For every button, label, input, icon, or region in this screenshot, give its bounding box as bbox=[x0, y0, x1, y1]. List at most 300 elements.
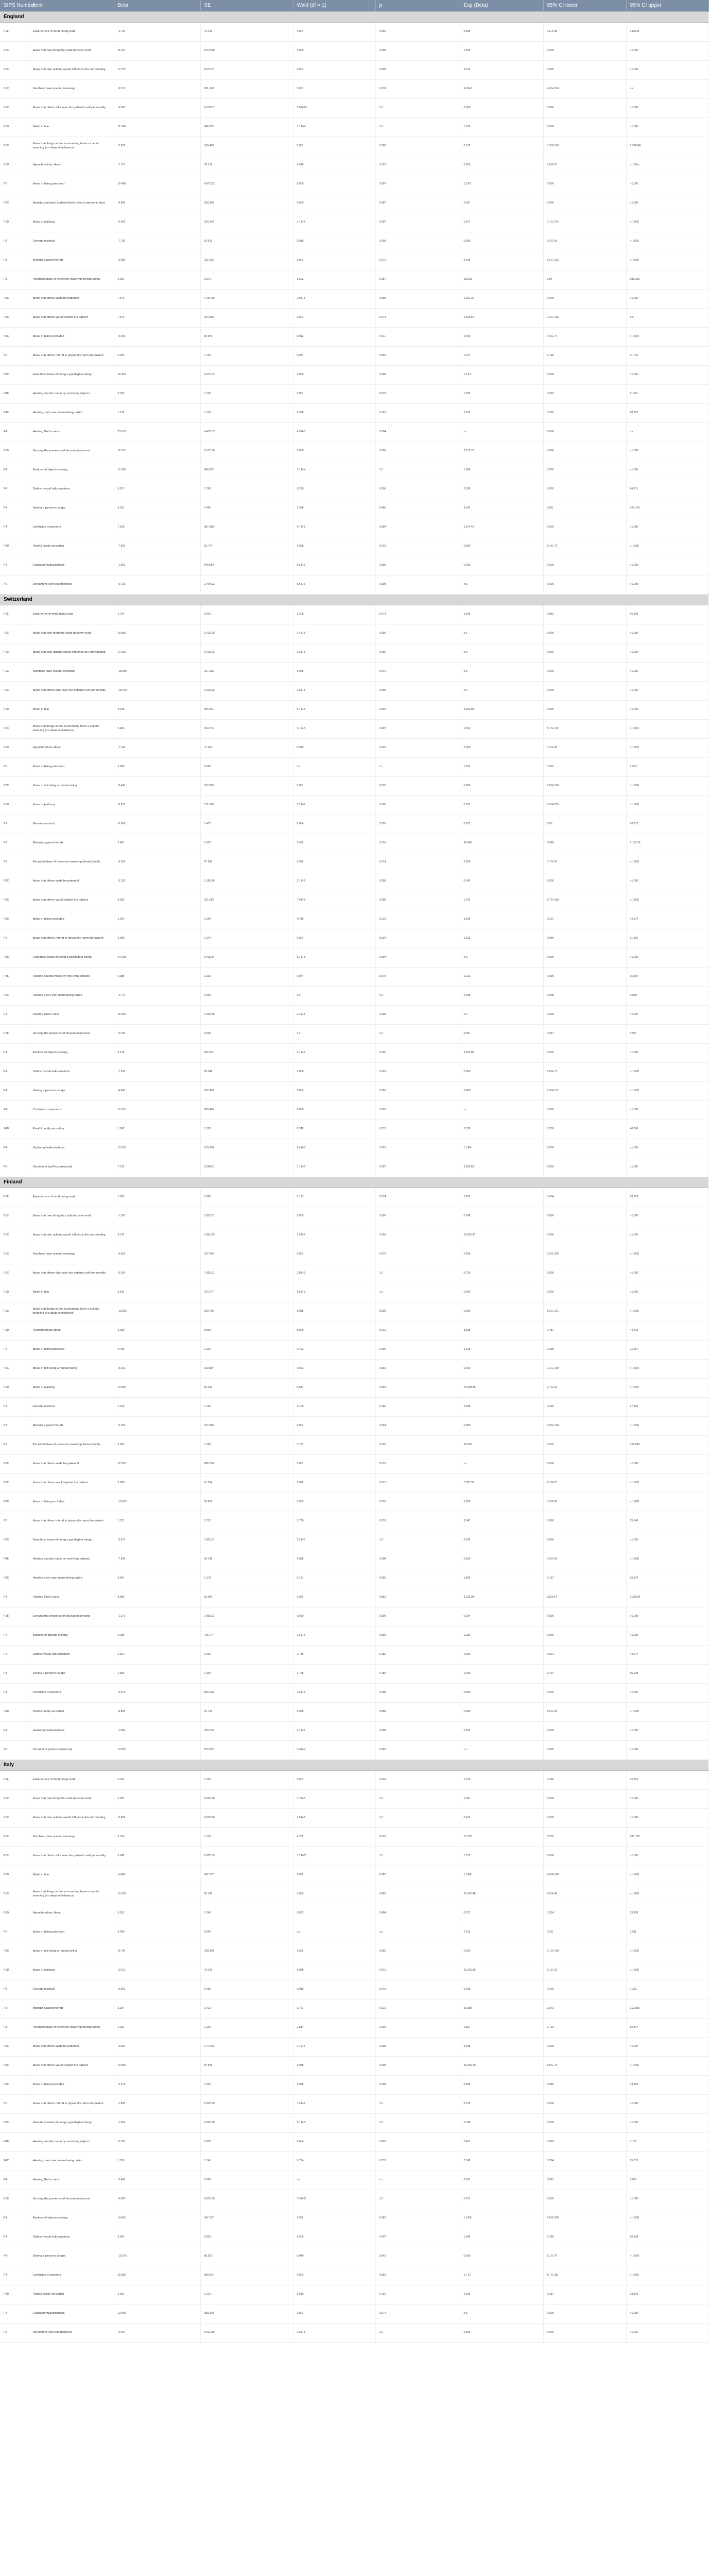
value-cell: 6.897 bbox=[460, 2018, 543, 2037]
value-cell: 6,922.50 bbox=[200, 1808, 293, 1827]
sips-number-cell: P2 bbox=[0, 1512, 29, 1531]
value-cell: 0.496 bbox=[375, 1340, 460, 1359]
value-cell: 6,922.50 bbox=[200, 1846, 293, 1866]
value-cell: -9.169 bbox=[114, 1416, 200, 1435]
table-row bbox=[0, 2132, 708, 2151]
value-cell: 0.093 bbox=[375, 2018, 460, 2037]
table-row bbox=[0, 738, 708, 757]
value-cell: 0.987 bbox=[375, 194, 460, 213]
value-cell: 42.159 bbox=[200, 1961, 293, 1980]
value-cell: 1.739 bbox=[293, 1645, 375, 1664]
value-cell: > 1.000 bbox=[626, 1062, 708, 1081]
sips-number-cell: P4C bbox=[0, 2151, 29, 2171]
table-row bbox=[0, 1683, 708, 1702]
value-cell: 2.754 bbox=[114, 1827, 200, 1846]
value-cell: 0.000 bbox=[543, 1626, 626, 1645]
sips-number-cell: P4B bbox=[0, 384, 29, 403]
value-cell: 0.155 bbox=[375, 1397, 460, 1416]
value-cell: 25.613 bbox=[626, 2151, 708, 2171]
value-cell: >1.000 bbox=[626, 1005, 708, 1024]
value-cell: 0.004 bbox=[293, 1081, 375, 1100]
item-cell: Hypochondriac ideas bbox=[29, 738, 114, 757]
value-cell: 0.000 bbox=[460, 1081, 543, 1100]
value-cell: 14.692 bbox=[626, 2075, 708, 2094]
value-cell: 2.099 bbox=[114, 1321, 200, 1340]
value-cell: 0.716 bbox=[460, 1264, 543, 1283]
value-cell: 157.366 bbox=[200, 1416, 293, 1435]
value-cell: 0.000 bbox=[460, 327, 543, 346]
column-header: SE bbox=[200, 0, 293, 11]
value-cell: 0.254 bbox=[460, 1607, 543, 1626]
sips-number-cell: P1C bbox=[0, 643, 29, 662]
value-cell: 4,972.22 bbox=[200, 175, 293, 194]
value-cell: 0.000 bbox=[543, 575, 626, 594]
value-cell: 0.193 bbox=[114, 1770, 200, 1789]
value-cell: 0.997 bbox=[375, 1158, 460, 1177]
sips-number-cell: P1E bbox=[0, 605, 29, 624]
value-cell: 5.2 E-7 bbox=[293, 795, 375, 815]
value-cell: 0.000 bbox=[460, 232, 543, 251]
value-cell: 0.073 bbox=[375, 605, 460, 624]
table-row bbox=[0, 1416, 708, 1435]
table-row bbox=[0, 41, 708, 60]
value-cell: 0.999 bbox=[375, 1626, 460, 1645]
table-row bbox=[0, 1961, 708, 1980]
value-cell: 5.6 E-6 bbox=[293, 556, 375, 575]
value-cell: 0.000 bbox=[543, 556, 626, 575]
sips-number-cell: P4 bbox=[0, 1721, 29, 1740]
value-cell: 0.863 bbox=[375, 1885, 460, 1904]
value-cell: 0.664 bbox=[114, 2228, 200, 2247]
sips-number-cell: P1D bbox=[0, 1904, 29, 1923]
value-cell: 8,573.49 bbox=[200, 41, 293, 60]
value-cell: n.c. bbox=[375, 986, 460, 1005]
value-cell: 0.000 bbox=[543, 442, 626, 461]
value-cell: 955.331 bbox=[200, 1043, 293, 1062]
value-cell: 0.974 bbox=[375, 2304, 460, 2323]
value-cell: 0.004 bbox=[293, 60, 375, 79]
item-cell: Hearing one's own name being called bbox=[29, 986, 114, 1005]
value-cell: 0.095 bbox=[543, 967, 626, 986]
value-cell: 0.903 bbox=[375, 2056, 460, 2075]
sips-number-cell: P3 bbox=[0, 1416, 29, 1435]
value-cell: 0.997 bbox=[375, 175, 460, 194]
value-cell: 0.967 bbox=[375, 2209, 460, 2228]
value-cell: 0.456 bbox=[543, 1770, 626, 1789]
value-cell: >1.000 bbox=[626, 1789, 708, 1808]
sips-number-cell: P4 bbox=[0, 2209, 29, 2228]
value-cell: 11.001 bbox=[114, 41, 200, 60]
value-cell: >1.000 bbox=[626, 1683, 708, 1702]
value-cell: >1.000 bbox=[626, 575, 708, 594]
value-cell: 1.134 bbox=[200, 346, 293, 365]
value-cell: 0.999 bbox=[375, 872, 460, 891]
table-row bbox=[0, 60, 708, 79]
value-cell: -7.292 bbox=[114, 1062, 200, 1081]
item-cell: Paranoid ideas of reference involving friends/family bbox=[29, 853, 114, 872]
value-cell: n.c. bbox=[293, 1024, 375, 1043]
value-cell: > 1.000 bbox=[626, 1942, 708, 1961]
value-cell: 15.702 bbox=[460, 1827, 543, 1846]
value-cell: 1.246 bbox=[200, 1770, 293, 1789]
item-cell: Grandiose ideas of being a god/higher being bbox=[29, 2113, 114, 2132]
value-cell: 0.000 bbox=[543, 60, 626, 79]
value-cell: 356.841 bbox=[200, 2266, 293, 2285]
value-cell: 1.6 E-8 bbox=[293, 1808, 375, 1827]
value-cell: 756.777 bbox=[200, 1626, 293, 1645]
value-cell: 3.924 bbox=[114, 1999, 200, 2018]
table-row bbox=[0, 1005, 708, 1024]
sips-number-cell: P2 bbox=[0, 757, 29, 776]
value-cell: 0.000 bbox=[460, 556, 543, 575]
table-row bbox=[0, 232, 708, 251]
value-cell: 42,205.99 bbox=[460, 2056, 543, 2075]
value-cell: >1.000 bbox=[626, 2190, 708, 2209]
value-cell: -8.332 bbox=[114, 1359, 200, 1378]
item-cell: Ideas that things in the surrounding have a special meaning (no ideas of influence) bbox=[29, 719, 114, 738]
value-cell: 0.002 bbox=[293, 1866, 375, 1885]
table-row bbox=[0, 480, 708, 499]
value-cell: 0.294 bbox=[543, 2151, 626, 2171]
sips-number-cell: P2 bbox=[0, 346, 29, 365]
value-cell: 81.774 bbox=[200, 537, 293, 556]
value-cell: 65.847 bbox=[626, 2018, 708, 2037]
value-cell: 0.437 bbox=[375, 2228, 460, 2247]
value-cell: 7.609 bbox=[114, 518, 200, 537]
item-cell: Ideas that own actions would influence the surrounding bbox=[29, 1226, 114, 1245]
value-cell: 1,773.52 bbox=[200, 2037, 293, 2056]
value-cell: 347.157 bbox=[200, 1866, 293, 1885]
value-cell: 7.732 bbox=[114, 1158, 200, 1177]
item-cell: Hearing God's voice bbox=[29, 2171, 114, 2190]
value-cell: 0.004 bbox=[293, 1416, 375, 1435]
value-cell: 9,293.01 bbox=[460, 700, 543, 719]
value-cell: 1.0 bbox=[375, 2190, 460, 2209]
value-cell: 0.974 bbox=[375, 79, 460, 98]
table-row bbox=[0, 213, 708, 232]
value-cell: 16,852.47 bbox=[460, 1226, 543, 1245]
value-cell: 886.156 bbox=[200, 1454, 293, 1473]
value-cell: 1.2 E-68 bbox=[543, 738, 626, 757]
value-cell: 1.0 E-5 bbox=[293, 289, 375, 308]
value-cell: 0.999 bbox=[375, 1226, 460, 1245]
value-cell: 16.424 bbox=[114, 365, 200, 384]
value-cell: -18.270 bbox=[114, 681, 200, 700]
table-row bbox=[0, 1139, 708, 1158]
value-cell: 0.015 bbox=[375, 1321, 460, 1340]
value-cell: 0.371 bbox=[375, 1120, 460, 1139]
value-cell: -3.670 bbox=[114, 1531, 200, 1550]
value-cell: 1.0 bbox=[375, 2094, 460, 2113]
value-cell: 42.174 bbox=[626, 910, 708, 929]
value-cell: 87.505 bbox=[200, 2056, 293, 2075]
value-cell: >1.000 bbox=[626, 2037, 708, 2056]
value-cell: 0.000 bbox=[543, 1531, 626, 1550]
value-cell: 0.001 bbox=[293, 384, 375, 403]
value-cell: 1.782 bbox=[460, 891, 543, 910]
value-cell: 0.961 bbox=[200, 605, 293, 624]
value-cell: 0.008 bbox=[293, 1062, 375, 1081]
sips-number-cell: P3 bbox=[0, 834, 29, 853]
item-cell: Belief in fate bbox=[29, 1866, 114, 1885]
value-cell: 2,404.92 bbox=[200, 575, 293, 594]
sips-number-cell: P1D bbox=[0, 700, 29, 719]
table-row bbox=[0, 929, 708, 948]
value-cell: 2.008 bbox=[460, 1397, 543, 1416]
value-cell: 16.666 bbox=[114, 1005, 200, 1024]
value-cell: 1.0 bbox=[375, 1283, 460, 1302]
value-cell: n.c. bbox=[293, 757, 375, 776]
value-cell: 0.459 bbox=[200, 1980, 293, 1999]
sips-number-cell: P4 bbox=[0, 499, 29, 518]
value-cell: > 1.000 bbox=[626, 537, 708, 556]
item-cell: Sensing the presence of deceased persons bbox=[29, 2190, 114, 2209]
item-cell: Ideas that own thoughts could become read bbox=[29, 1207, 114, 1226]
value-cell: 7.9 E-11 bbox=[293, 2190, 375, 2209]
value-cell: 5.2 E-106 bbox=[543, 251, 626, 270]
item-cell: Ideas that others take over the patient's self-personality bbox=[29, 1846, 114, 1866]
value-cell: 11.541 bbox=[626, 384, 708, 403]
table-row bbox=[0, 2209, 708, 2228]
value-cell: 7.5 E-8 bbox=[293, 2094, 375, 2113]
value-cell: 0.000 bbox=[543, 1454, 626, 1473]
value-cell: 919.094 bbox=[200, 1139, 293, 1158]
value-cell: -3.592 bbox=[114, 2037, 200, 2056]
value-cell: 1.110 bbox=[200, 1340, 293, 1359]
value-cell: 43.047 bbox=[626, 1645, 708, 1664]
value-cell: -2.022 bbox=[114, 137, 200, 156]
sips-number-cell: P5 bbox=[0, 575, 29, 594]
table-row bbox=[0, 1531, 708, 1550]
value-cell: >1.000 bbox=[626, 175, 708, 194]
value-cell: 0.000 bbox=[543, 1808, 626, 1827]
value-cell: 4.1 E-6 bbox=[293, 1721, 375, 1740]
sips-number-cell: P1D bbox=[0, 738, 29, 757]
value-cell: 1.541 bbox=[200, 270, 293, 289]
value-cell: 0.069 bbox=[543, 2132, 626, 2151]
value-cell: 0.092 bbox=[543, 384, 626, 403]
table-row bbox=[0, 719, 708, 738]
value-cell: 987.188 bbox=[200, 518, 293, 537]
value-cell: 1.6 E-70 bbox=[543, 156, 626, 175]
value-cell: >1.000 bbox=[626, 1207, 708, 1226]
value-cell: 0.000 bbox=[460, 1550, 543, 1569]
item-cell: Seeing a person's shape bbox=[29, 499, 114, 518]
table-row bbox=[0, 1923, 708, 1942]
value-cell: -1.663 bbox=[114, 556, 200, 575]
item-cell: Ideas that others intend to physically harm the patient bbox=[29, 2094, 114, 2113]
value-cell: 44.615 bbox=[626, 1321, 708, 1340]
value-cell: 0.000 bbox=[460, 1942, 543, 1961]
value-cell: 2.3 E-117 bbox=[543, 1081, 626, 1100]
table-row bbox=[0, 1283, 708, 1302]
table-row bbox=[0, 662, 708, 681]
value-cell: 0.998 bbox=[293, 403, 375, 422]
table-row bbox=[0, 442, 708, 461]
value-cell: 0.784 bbox=[293, 2151, 375, 2171]
value-cell: 3,429.26 bbox=[200, 1005, 293, 1024]
value-cell: -18.090 bbox=[114, 662, 200, 681]
value-cell: 9.136 bbox=[114, 700, 200, 719]
sips-number-cell: P1C bbox=[0, 1264, 29, 1283]
value-cell: 23,242.40 bbox=[460, 1885, 543, 1904]
item-cell: Ideas of jealousy bbox=[29, 213, 114, 232]
table-row bbox=[0, 346, 708, 365]
item-cell: Gustatory hallucinations bbox=[29, 2304, 114, 2323]
value-cell: 0.001 bbox=[293, 2304, 375, 2323]
table-body bbox=[0, 11, 708, 2342]
value-cell: 0.000 bbox=[293, 1100, 375, 1120]
sips-number-cell: P4 bbox=[0, 2247, 29, 2266]
value-cell: n.c. bbox=[460, 1005, 543, 1024]
value-cell: 3.482 bbox=[293, 834, 375, 853]
value-cell: 0.963 bbox=[375, 2266, 460, 2285]
table-row bbox=[0, 537, 708, 556]
value-cell: 1.0 bbox=[375, 2113, 460, 2132]
value-cell: > 1.000 bbox=[626, 1550, 708, 1569]
value-cell: 0.000 bbox=[543, 643, 626, 662]
value-cell: 1.055 bbox=[114, 1188, 200, 1207]
value-cell: 0.000 bbox=[543, 422, 626, 442]
value-cell: -4.729 bbox=[114, 22, 200, 41]
value-cell: >1.000 bbox=[626, 1721, 708, 1740]
value-cell: >1.000 bbox=[626, 365, 708, 384]
value-cell: > 1.000 bbox=[626, 1081, 708, 1100]
value-cell: 0.000 bbox=[200, 757, 293, 776]
sips-number-cell: P3 bbox=[0, 1980, 29, 1999]
value-cell: 0.019 bbox=[293, 1980, 375, 1999]
value-cell: 7,367.33 bbox=[460, 1473, 543, 1493]
sips-number-cell: P4 bbox=[0, 422, 29, 442]
table-row bbox=[0, 1100, 708, 1120]
value-cell: 0.437 bbox=[375, 2132, 460, 2151]
value-cell: 0.931 bbox=[114, 1904, 200, 1923]
value-cell: 9,075.02 bbox=[200, 365, 293, 384]
table-row bbox=[0, 624, 708, 643]
value-cell: 12.605 bbox=[114, 2304, 200, 2323]
value-cell: 0.005 bbox=[293, 662, 375, 681]
table-row bbox=[0, 1081, 708, 1100]
value-cell: 1.103 bbox=[460, 929, 543, 948]
sips-number-cell: P3C bbox=[0, 2113, 29, 2132]
sips-number-cell: P3C bbox=[0, 1493, 29, 1512]
value-cell: 6.514 bbox=[114, 1283, 200, 1302]
value-cell: 1.7 E7 bbox=[460, 2266, 543, 2285]
sips-number-cell: P4 bbox=[0, 1062, 29, 1081]
item-cell: Paranoid ideas of reference involving friends/family bbox=[29, 2018, 114, 2037]
value-cell: 1.487 bbox=[543, 1321, 626, 1340]
value-cell: 4.5 E-5 bbox=[293, 422, 375, 442]
value-cell: 11.253 bbox=[626, 929, 708, 948]
item-cell: Gustatory hallucinations bbox=[29, 1139, 114, 1158]
value-cell: 0.521 bbox=[543, 1645, 626, 1664]
value-cell: 193.887 bbox=[200, 1359, 293, 1378]
value-cell: 1.931 bbox=[114, 2018, 200, 2037]
value-cell: 0.000 bbox=[543, 872, 626, 891]
value-cell: 0.128 bbox=[543, 346, 626, 365]
value-cell: 0.894 bbox=[375, 1378, 460, 1397]
value-cell: 1.173 bbox=[200, 1569, 293, 1588]
value-cell: -1.895 bbox=[114, 2094, 200, 2113]
value-cell: n.c. bbox=[626, 308, 708, 327]
value-cell: 0.000 bbox=[200, 986, 293, 1005]
value-cell: > 1.000 bbox=[626, 2056, 708, 2075]
value-cell: 0.096 bbox=[543, 929, 626, 948]
value-cell: 0.015 bbox=[293, 2075, 375, 2094]
value-cell: 0.052 bbox=[375, 1435, 460, 1454]
value-cell: >1.000 bbox=[626, 643, 708, 662]
value-cell: -3.986 bbox=[114, 251, 200, 270]
value-cell: 0.000 bbox=[460, 1493, 543, 1512]
value-cell: > 1.000 bbox=[626, 1378, 708, 1397]
item-cell: Seeing a person's shape bbox=[29, 1664, 114, 1683]
value-cell: 0.999 bbox=[375, 1607, 460, 1626]
item-cell: Hearing God's voice bbox=[29, 422, 114, 442]
sips-number-cell: P4 bbox=[0, 1043, 29, 1062]
sips-number-cell: P4 bbox=[0, 2304, 29, 2323]
value-cell: -0.694 bbox=[114, 2323, 200, 2342]
value-cell: 0.687 bbox=[114, 1569, 200, 1588]
item-cell: Paranoid ideas of reference involving friends/family bbox=[29, 1435, 114, 1454]
value-cell: 1.033 bbox=[460, 384, 543, 403]
value-cell: > 1.000 bbox=[626, 891, 708, 910]
value-cell: 1.1 E-4 bbox=[293, 117, 375, 137]
sips-number-cell: P1C bbox=[0, 98, 29, 117]
item-cell: Hearing one's own name being called bbox=[29, 2151, 114, 2171]
table-row bbox=[0, 194, 708, 213]
sips-number-cell: P3C bbox=[0, 308, 29, 327]
value-cell: 0.996 bbox=[375, 643, 460, 662]
value-cell: 0.755 bbox=[114, 1340, 200, 1359]
value-cell: 0.059 bbox=[293, 1961, 375, 1980]
value-cell: 32.860 bbox=[460, 834, 543, 853]
table-row bbox=[0, 1043, 708, 1062]
value-cell: 1.566 bbox=[460, 41, 543, 60]
value-cell: 1.151 bbox=[200, 2018, 293, 2037]
table-row bbox=[0, 815, 708, 834]
value-cell: >1.000 bbox=[626, 1283, 708, 1302]
value-cell: 237.646 bbox=[200, 1245, 293, 1264]
table-row bbox=[0, 1024, 708, 1043]
item-cell: General mistrust bbox=[29, 232, 114, 251]
value-cell: 1.3 E-196 bbox=[543, 308, 626, 327]
value-cell: -1.969 bbox=[114, 2113, 200, 2132]
value-cell: 0.979 bbox=[543, 1435, 626, 1454]
value-cell: 0.015 bbox=[293, 2056, 375, 2075]
value-cell: 0.05 bbox=[543, 815, 626, 834]
value-cell: 14.461 bbox=[114, 2209, 200, 2228]
value-cell: n.c. bbox=[626, 79, 708, 98]
value-cell: 0.904 bbox=[375, 2075, 460, 2094]
value-cell: 0.855 bbox=[375, 1493, 460, 1512]
value-cell: 0.434 bbox=[543, 1188, 626, 1207]
value-cell: 0.057 bbox=[375, 270, 460, 289]
value-cell: 0.000 bbox=[460, 98, 543, 117]
value-cell: > 1.000 bbox=[626, 1245, 708, 1264]
sips-number-cell: P3C bbox=[0, 1473, 29, 1493]
table-row bbox=[0, 1264, 708, 1283]
item-cell: Identity confusion (patient thinks s/he is someone else) bbox=[29, 194, 114, 213]
value-cell: 3.208 bbox=[293, 605, 375, 624]
value-cell: 1.0 bbox=[375, 1789, 460, 1808]
sips-number-cell: P4B bbox=[0, 1550, 29, 1569]
value-cell: 0.008 bbox=[543, 986, 626, 1005]
value-cell: > 1.000 bbox=[626, 327, 708, 346]
value-cell: >1.000 bbox=[626, 1846, 708, 1866]
table-row bbox=[0, 1245, 708, 1264]
item-cell: General mistrust bbox=[29, 1397, 114, 1416]
sips-number-cell: P4 bbox=[0, 1664, 29, 1683]
